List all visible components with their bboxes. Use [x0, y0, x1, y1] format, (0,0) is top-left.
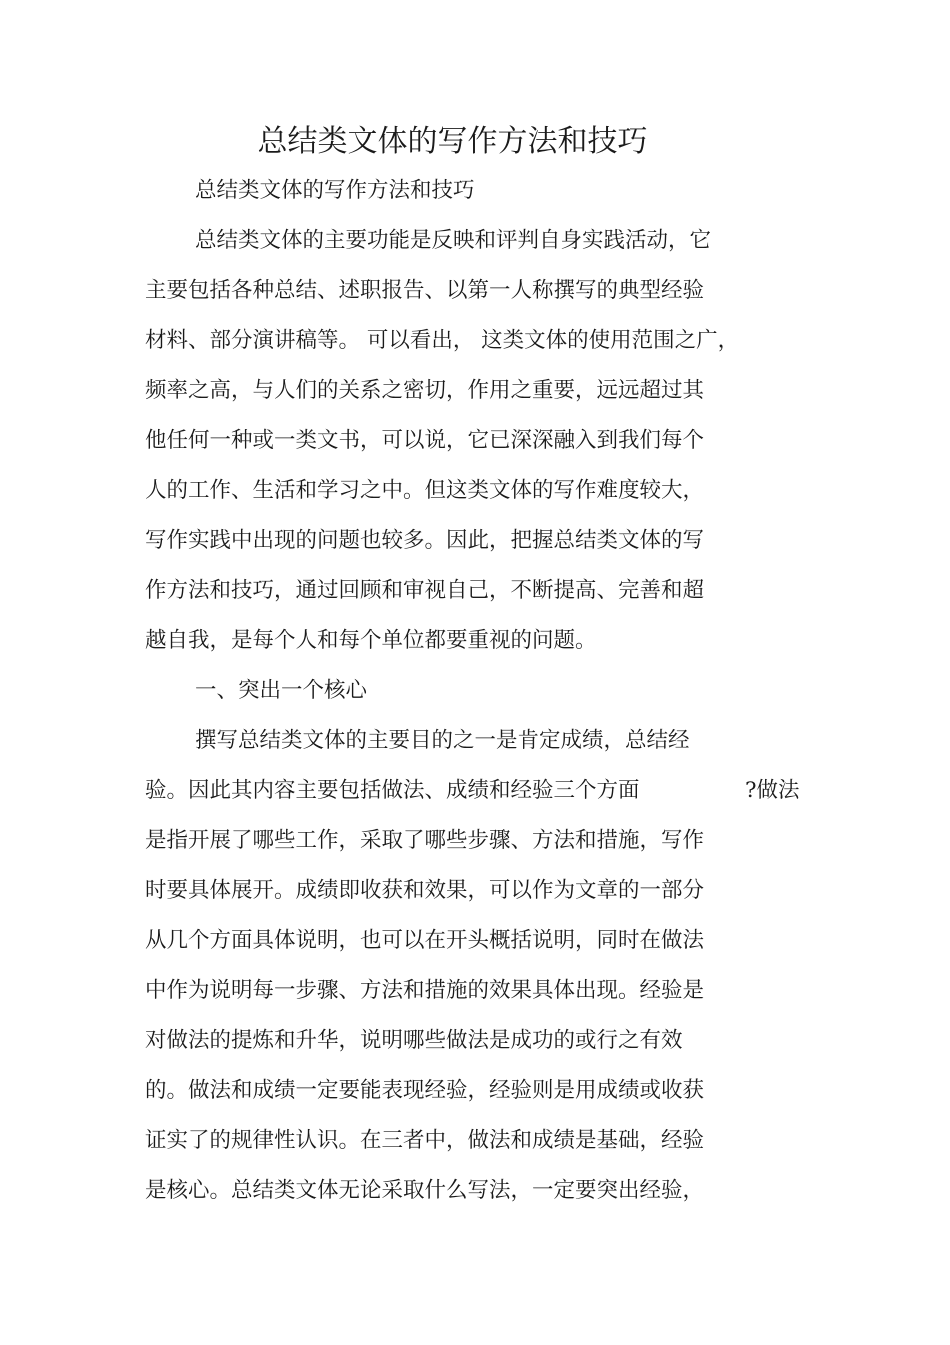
paragraph-line: 越自我，是每个人和每个单位都要重视的问题。: [145, 628, 597, 653]
paragraph-line: 是指开展了哪些工作，采取了哪些步骤、方法和措施，写作: [145, 828, 705, 853]
paragraph-line: 材料、部分演讲稿等。 可以看出， 这类文体的使用范围之广，: [145, 328, 740, 353]
document-subtitle: 总结类文体的写作方法和技巧: [195, 178, 475, 203]
paragraph-line: 中作为说明每一步骤、方法和措施的效果具体出现。经验是: [145, 978, 705, 1003]
paragraph-line: 写作实践中出现的问题也较多。因此，把握总结类文体的写: [145, 528, 705, 553]
paragraph-line: 时要具体展开。成绩即收获和效果，可以作为文章的一部分: [145, 878, 705, 903]
paragraph-line: 他任何一种或一类文书，可以说，它已深深融入到我们每个: [145, 428, 705, 453]
paragraph-line: 从几个方面具体说明，也可以在开头概括说明，同时在做法: [145, 928, 705, 953]
paragraph-line: 是核心。总结类文体无论采取什么写法，一定要突出经验，: [145, 1178, 705, 1203]
paragraph-line-fragment: ?做法: [745, 778, 800, 803]
paragraph-line: 总结类文体的主要功能是反映和评判自身实践活动，它: [195, 228, 712, 253]
paragraph-line: 主要包括各种总结、述职报告、以第一人称撰写的典型经验: [145, 278, 705, 303]
paragraph-line: 撰写总结类文体的主要目的之一是肯定成绩，总结经: [195, 728, 690, 753]
section-heading: 一、突出一个核心: [195, 678, 368, 703]
paragraph-line: 频率之高，与人们的关系之密切，作用之重要，远远超过其: [145, 378, 705, 403]
paragraph-line: 对做法的提炼和升华，说明哪些做法是成功的或行之有效: [145, 1028, 683, 1053]
paragraph-line: 人的工作、生活和学习之中。但这类文体的写作难度较大，: [145, 478, 705, 503]
document-title: 总结类文体的写作方法和技巧: [257, 124, 648, 159]
paragraph-line: 证实了的规律性认识。在三者中，做法和成绩是基础，经验: [145, 1128, 705, 1153]
paragraph-line: 的。做法和成绩一定要能表现经验，经验则是用成绩或收获: [145, 1078, 705, 1103]
paragraph-line: 验。因此其内容主要包括做法、成绩和经验三个方面: [145, 778, 640, 803]
paragraph-line: 作方法和技巧，通过回顾和审视自己，不断提高、完善和超: [145, 578, 705, 603]
